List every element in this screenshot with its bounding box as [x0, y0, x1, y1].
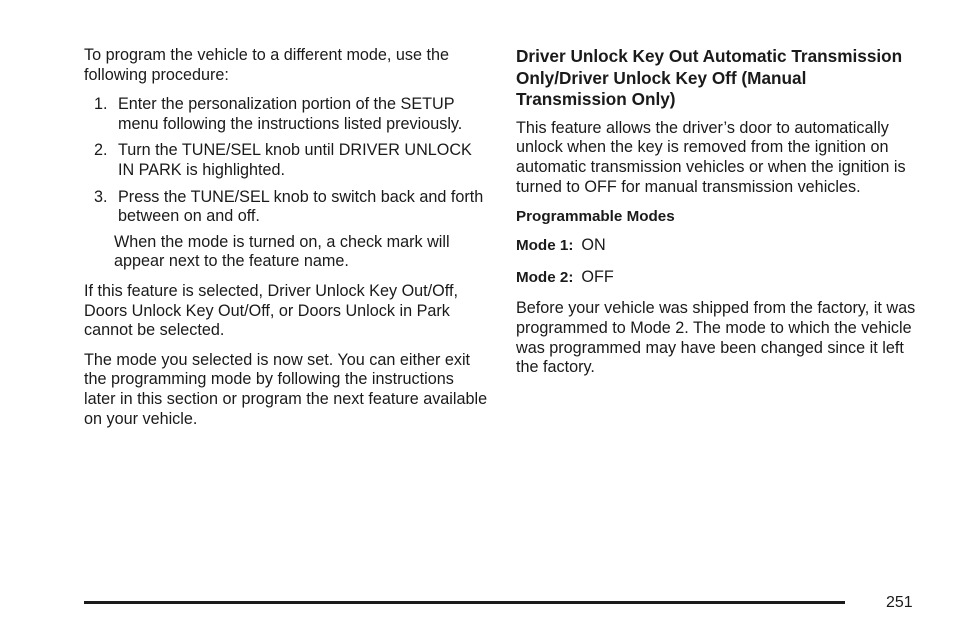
intro-paragraph: To program the vehicle to a different mode, use the following procedure:: [84, 46, 450, 84]
list-item: [84, 188, 489, 227]
mode-2: [516, 268, 916, 288]
step-text: Press the TUNE/SEL knob to switch back and forth between on and off.: [118, 187, 484, 226]
section-heading: Driver Unlock Key Out Automatic Transmission Only/Driver Unlock Key Off (Manual Transmission Only): [516, 46, 903, 110]
left-column: [84, 46, 489, 439]
step-number: 1.: [94, 95, 108, 114]
mode-1: [516, 236, 916, 256]
feature-description: This feature allows the driver’s door to automatically unlock when the key is removed from the ignition on automatic transmission vehicles or when the ignition is turned to OFF for manual transmission vehicles.: [516, 118, 906, 196]
step-note: When the mode is turned on, a check mark will appear next to the feature name.: [114, 232, 450, 271]
list-item: [84, 141, 489, 180]
step-text: Enter the personalization portion of the SETUP menu following the instructions listed previously.: [118, 95, 463, 133]
step-number: 3.: [94, 187, 108, 206]
selection-paragraph: If this feature is selected, Driver Unlock Key Out/Off, Doors Unlock Key Out/Off, or Doors Unlock in Park cannot be selected.: [84, 281, 458, 340]
step-text: Turn the TUNE/SEL knob until DRIVER UNLOCK IN PARK is highlighted.: [118, 141, 472, 179]
page-number: 251: [886, 594, 913, 611]
list-item: [84, 95, 489, 134]
mode-label: Mode 1:: [516, 237, 574, 255]
footer-rule: [84, 601, 845, 604]
mode-label: Mode 2:: [516, 268, 574, 286]
closing-paragraph: Before your vehicle was shipped from the factory, it was programmed to Mode 2. The mode to which the vehicle was programmed may have been changed since it left the factory.: [516, 299, 916, 377]
mode-set-paragraph: The mode you selected is now set. You can either exit the programming mode by following the instructions later in this section or program the next feature available on your vehicle.: [84, 350, 488, 428]
mode-value: OFF: [581, 267, 614, 286]
right-column: [516, 46, 916, 388]
step-number: 2.: [94, 141, 108, 160]
procedure-list: [84, 95, 489, 227]
programmable-modes-heading: Programmable Modes: [516, 208, 675, 226]
mode-value: ON: [581, 236, 606, 255]
